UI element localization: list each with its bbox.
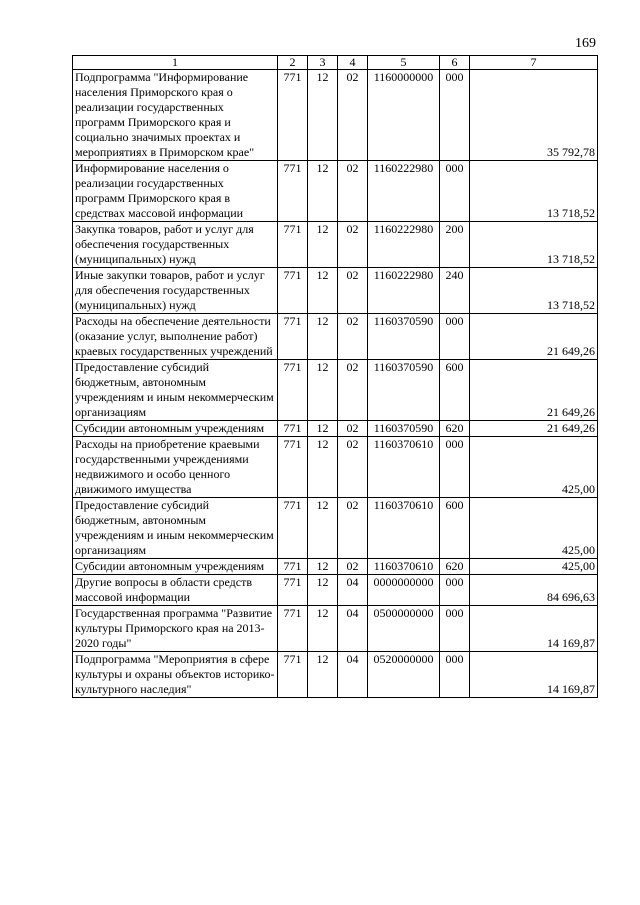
table-row xyxy=(73,606,598,652)
expense-type-cell: 000 xyxy=(440,652,470,698)
ministry-code-cell: 771 xyxy=(278,575,308,606)
expense-name-cell: Предоставление субсидий бюджетным, автономным учреждениям и иным некоммерческим организациям xyxy=(73,360,278,421)
amount-cell: 425,00 xyxy=(470,498,598,559)
ministry-code-cell: 771 xyxy=(278,360,308,421)
subsection-code-cell: 02 xyxy=(338,161,368,222)
amount-cell: 21 649,26 xyxy=(470,360,598,421)
subsection-code-cell: 02 xyxy=(338,360,368,421)
table-row xyxy=(73,222,598,268)
expense-name-cell: Подпрограмма "Мероприятия в сфере культуры и охраны объектов историко-культурного наследия" xyxy=(73,652,278,698)
expense-name-cell: Расходы на обеспечение деятельности (оказание услуг, выполнение работ) краевых государственных учреждений xyxy=(73,314,278,360)
ministry-code-cell: 771 xyxy=(278,314,308,360)
column-header-cell: 2 xyxy=(278,56,308,70)
expense-type-cell: 000 xyxy=(440,161,470,222)
ministry-code-cell: 771 xyxy=(278,70,308,161)
amount-cell: 14 169,87 xyxy=(470,606,598,652)
expense-name-cell: Подпрограмма "Информирование населения Приморского края о реализации государственных программ Приморского края и социально значимых проектах и мероприятиях в Приморском крае" xyxy=(73,70,278,161)
table-row xyxy=(73,314,598,360)
expense-type-cell: 000 xyxy=(440,437,470,498)
expense-type-cell: 600 xyxy=(440,360,470,421)
table-row xyxy=(73,437,598,498)
ministry-code-cell: 771 xyxy=(278,161,308,222)
target-article-cell: 1160370610 xyxy=(368,498,440,559)
target-article-cell: 1160222980 xyxy=(368,161,440,222)
table-row xyxy=(73,421,598,437)
table-body xyxy=(73,56,598,698)
section-code-cell: 12 xyxy=(308,222,338,268)
target-article-cell: 1160370610 xyxy=(368,559,440,575)
table-row xyxy=(73,70,598,161)
amount-cell: 425,00 xyxy=(470,437,598,498)
expense-name-cell: Закупка товаров, работ и услуг для обеспечения государственных (муниципальных) нужд xyxy=(73,222,278,268)
target-article-cell: 1160370590 xyxy=(368,421,440,437)
subsection-code-cell: 02 xyxy=(338,222,368,268)
table-row xyxy=(73,498,598,559)
amount-cell: 13 718,52 xyxy=(470,222,598,268)
section-code-cell: 12 xyxy=(308,268,338,314)
expense-type-cell: 620 xyxy=(440,559,470,575)
page-number: 169 xyxy=(575,36,596,51)
target-article-cell: 1160370610 xyxy=(368,437,440,498)
column-header-cell: 3 xyxy=(308,56,338,70)
column-header-cell: 4 xyxy=(338,56,368,70)
section-code-cell: 12 xyxy=(308,437,338,498)
section-code-cell: 12 xyxy=(308,652,338,698)
amount-cell: 84 696,63 xyxy=(470,575,598,606)
target-article-cell: 0000000000 xyxy=(368,575,440,606)
expense-type-cell: 000 xyxy=(440,606,470,652)
expense-name-cell: Государственная программа "Развитие культуры Приморского края на 2013-2020 годы" xyxy=(73,606,278,652)
ministry-code-cell: 771 xyxy=(278,652,308,698)
section-code-cell: 12 xyxy=(308,606,338,652)
section-code-cell: 12 xyxy=(308,70,338,161)
amount-cell: 425,00 xyxy=(470,559,598,575)
section-code-cell: 12 xyxy=(308,559,338,575)
amount-cell: 21 649,26 xyxy=(470,314,598,360)
subsection-code-cell: 02 xyxy=(338,437,368,498)
section-code-cell: 12 xyxy=(308,360,338,421)
section-code-cell: 12 xyxy=(308,575,338,606)
expense-name-cell: Предоставление субсидий бюджетным, автономным учреждениям и иным некоммерческим организациям xyxy=(73,498,278,559)
table-row xyxy=(73,559,598,575)
section-code-cell: 12 xyxy=(308,314,338,360)
table-row xyxy=(73,161,598,222)
target-article-cell: 1160222980 xyxy=(368,222,440,268)
ministry-code-cell: 771 xyxy=(278,421,308,437)
table-row xyxy=(73,360,598,421)
expense-type-cell: 000 xyxy=(440,575,470,606)
expense-type-cell: 000 xyxy=(440,70,470,161)
expense-name-cell: Информирование населения о реализации государственных программ Приморского края в средствах массовой информации xyxy=(73,161,278,222)
expense-name-cell: Иные закупки товаров, работ и услуг для обеспечения государственных (муниципальных) нужд xyxy=(73,268,278,314)
amount-cell: 35 792,78 xyxy=(470,70,598,161)
target-article-cell: 1160000000 xyxy=(368,70,440,161)
ministry-code-cell: 771 xyxy=(278,606,308,652)
table-row xyxy=(73,652,598,698)
subsection-code-cell: 04 xyxy=(338,652,368,698)
expense-type-cell: 600 xyxy=(440,498,470,559)
ministry-code-cell: 771 xyxy=(278,222,308,268)
target-article-cell: 1160370590 xyxy=(368,360,440,421)
ministry-code-cell: 771 xyxy=(278,498,308,559)
ministry-code-cell: 771 xyxy=(278,437,308,498)
budget-table xyxy=(72,55,598,698)
subsection-code-cell: 04 xyxy=(338,575,368,606)
section-code-cell: 12 xyxy=(308,161,338,222)
subsection-code-cell: 02 xyxy=(338,268,368,314)
subsection-code-cell: 02 xyxy=(338,314,368,360)
target-article-cell: 1160222980 xyxy=(368,268,440,314)
expense-type-cell: 240 xyxy=(440,268,470,314)
column-number-header xyxy=(73,56,598,70)
expense-name-cell: Другие вопросы в области средств массовой информации xyxy=(73,575,278,606)
subsection-code-cell: 02 xyxy=(338,70,368,161)
target-article-cell: 1160370590 xyxy=(368,314,440,360)
subsection-code-cell: 04 xyxy=(338,606,368,652)
section-code-cell: 12 xyxy=(308,498,338,559)
amount-cell: 14 169,87 xyxy=(470,652,598,698)
column-header-cell: 7 xyxy=(470,56,598,70)
amount-cell: 21 649,26 xyxy=(470,421,598,437)
expense-name-cell: Расходы на приобретение краевыми государственными учреждениями недвижимого и особо ценного движимого имущества xyxy=(73,437,278,498)
section-code-cell: 12 xyxy=(308,421,338,437)
expense-name-cell: Субсидии автономным учреждениям xyxy=(73,421,278,437)
ministry-code-cell: 771 xyxy=(278,268,308,314)
expense-type-cell: 000 xyxy=(440,314,470,360)
subsection-code-cell: 02 xyxy=(338,421,368,437)
target-article-cell: 0500000000 xyxy=(368,606,440,652)
expense-name-cell: Субсидии автономным учреждениям xyxy=(73,559,278,575)
subsection-code-cell: 02 xyxy=(338,559,368,575)
column-header-cell: 6 xyxy=(440,56,470,70)
table-row xyxy=(73,268,598,314)
column-header-cell: 1 xyxy=(73,56,278,70)
table-row xyxy=(73,575,598,606)
amount-cell: 13 718,52 xyxy=(470,268,598,314)
target-article-cell: 0520000000 xyxy=(368,652,440,698)
expense-type-cell: 200 xyxy=(440,222,470,268)
ministry-code-cell: 771 xyxy=(278,559,308,575)
expense-type-cell: 620 xyxy=(440,421,470,437)
column-header-cell: 5 xyxy=(368,56,440,70)
subsection-code-cell: 02 xyxy=(338,498,368,559)
amount-cell: 13 718,52 xyxy=(470,161,598,222)
